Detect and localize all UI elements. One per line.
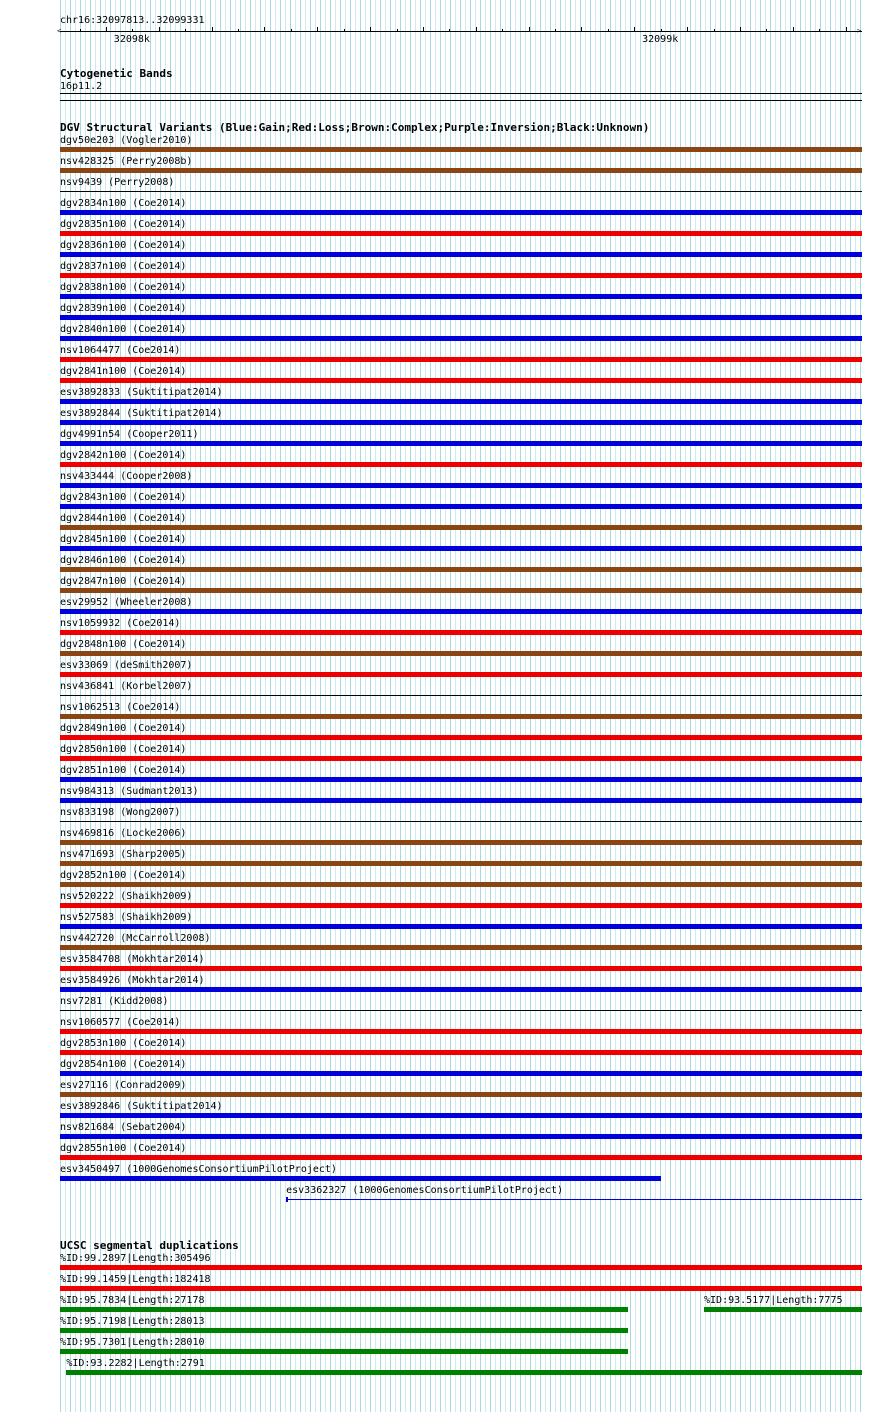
dgv-variant-bar[interactable] [60, 273, 862, 278]
segdup-bar[interactable] [66, 1370, 862, 1375]
dgv-variant-label[interactable]: dgv2836n100 (Coe2014) [60, 240, 187, 251]
dgv-variant-bar[interactable] [60, 1155, 862, 1160]
dgv-variant-label[interactable]: nsv984313 (Sudmant2013) [60, 786, 199, 797]
dgv-variant-label[interactable]: dgv2844n100 (Coe2014) [60, 513, 187, 524]
coordinates-label: chr16:32097813..32099331 [60, 15, 205, 26]
dgv-variant-bar[interactable] [60, 378, 862, 383]
ruler-tick [502, 29, 503, 31]
dgv-variant-bar[interactable] [60, 336, 862, 341]
cytoband-line-bottom [60, 100, 862, 101]
dgv-variant-bar[interactable] [60, 1071, 862, 1076]
dgv-variant-label[interactable]: dgv2841n100 (Coe2014) [60, 366, 187, 377]
dgv-variant-bar[interactable] [60, 756, 862, 761]
ruler-tick [370, 27, 371, 31]
segdup-bar[interactable] [60, 1349, 628, 1354]
ruler-tick [397, 29, 398, 31]
segdup-label[interactable]: %ID:99.1459|Length:182418 [60, 1274, 211, 1285]
ruler-tick [264, 27, 265, 31]
dgv-variant-label[interactable]: dgv2855n100 (Coe2014) [60, 1143, 187, 1154]
dgv-variant-label[interactable]: dgv2849n100 (Coe2014) [60, 723, 187, 734]
dgv-variant-label[interactable]: esv33069 (deSmith2007) [60, 660, 193, 671]
dgv-variant-label[interactable]: esv3584708 (Mokhtar2014) [60, 954, 205, 965]
dgv-variant-label[interactable]: dgv2845n100 (Coe2014) [60, 534, 187, 545]
dgv-variant-label[interactable]: nsv469816 (Locke2006) [60, 828, 187, 839]
ruler-right-arrow-icon: > [857, 27, 862, 35]
dgv-variant-bar[interactable] [60, 1029, 862, 1034]
dgv-variant-label[interactable]: esv29952 (Wheeler2008) [60, 597, 193, 608]
dgv-variant-bar[interactable] [60, 483, 862, 488]
dgv-variant-label[interactable]: dgv2842n100 (Coe2014) [60, 450, 187, 461]
ruler-tick [661, 29, 662, 31]
ruler-tick [476, 27, 477, 31]
dgv-variant-label[interactable]: esv3892846 (Suktitipat2014) [60, 1101, 223, 1112]
dgv-variant-label[interactable]: esv3362327 (1000GenomesConsortiumPilotProject) [286, 1185, 564, 1196]
dgv-variant-bar[interactable] [60, 630, 862, 635]
segdup-bar[interactable] [60, 1307, 628, 1312]
dgv-variant-label[interactable]: dgv2851n100 (Coe2014) [60, 765, 187, 776]
ruler-tick [608, 29, 609, 31]
ruler-tick [291, 29, 292, 31]
segdup-bar[interactable] [704, 1307, 862, 1312]
dgv-variant-label[interactable]: nsv520222 (Shaikh2009) [60, 891, 193, 902]
dgv-variant-bar[interactable] [60, 1134, 862, 1139]
dgv-variant-bar[interactable] [60, 1092, 862, 1097]
dgv-variant-label[interactable]: nsv833198 (Wong2007) [60, 807, 181, 818]
dgv-variant-bar[interactable] [60, 1176, 661, 1181]
dgv-variant-bar[interactable] [60, 672, 862, 677]
dgv-variant-label[interactable]: dgv2854n100 (Coe2014) [60, 1059, 187, 1070]
ruler-tick [687, 27, 688, 31]
ruler-tick [766, 29, 767, 31]
dgv-variant-label[interactable]: nsv433444 (Cooper2008) [60, 471, 193, 482]
ruler-tick [238, 29, 239, 31]
dgv-variant-label[interactable]: dgv2838n100 (Coe2014) [60, 282, 187, 293]
segdup-label[interactable]: %ID:93.2282|Length:2791 [66, 1358, 205, 1369]
dgv-variant-bar[interactable] [60, 882, 862, 887]
dgv-variant-bar[interactable] [60, 294, 862, 299]
dgv-variant-bar[interactable] [60, 399, 862, 404]
ruler-tick [212, 27, 213, 31]
dgv-variant-bar[interactable] [60, 861, 862, 866]
dgv-variant-bar[interactable] [60, 420, 862, 425]
dgv-variant-label[interactable]: nsv436841 (Korbel2007) [60, 681, 193, 692]
dgv-variant-bar[interactable] [60, 441, 862, 446]
segdup-label[interactable]: %ID:93.5177|Length:7775 [704, 1295, 843, 1306]
dgv-variant-bar[interactable] [60, 695, 862, 696]
dgv-variant-bar[interactable] [60, 735, 862, 740]
segdup-bar[interactable] [60, 1286, 862, 1291]
dgv-variant-bar[interactable] [60, 588, 862, 593]
dgv-variant-bar[interactable] [60, 231, 862, 236]
dgv-variant-bar[interactable] [60, 252, 862, 257]
ruler-tick [106, 27, 107, 31]
dgv-variant-label[interactable]: nsv1060577 (Coe2014) [60, 1017, 181, 1028]
dgv-variant-bar[interactable] [60, 147, 862, 152]
dgv-variant-bar[interactable] [60, 567, 862, 572]
dgv-variant-label[interactable]: nsv1064477 (Coe2014) [60, 345, 181, 356]
dgv-variant-bar[interactable] [60, 1050, 862, 1055]
dgv-variant-label[interactable]: dgv2848n100 (Coe2014) [60, 639, 187, 650]
dgv-variant-label[interactable]: dgv2835n100 (Coe2014) [60, 219, 187, 230]
dgv-variant-label[interactable]: dgv4991n54 (Cooper2011) [60, 429, 199, 440]
dgv-variant-label[interactable]: esv3584926 (Mokhtar2014) [60, 975, 205, 986]
ruler-tick [529, 27, 530, 31]
ruler-tick [159, 27, 160, 31]
dgv-variant-label[interactable]: nsv428325 (Perry2008b) [60, 156, 193, 167]
segdup-track-title[interactable]: UCSC segmental duplications [60, 1239, 239, 1252]
dgv-variant-label[interactable]: dgv2846n100 (Coe2014) [60, 555, 187, 566]
ruler-tick [344, 29, 345, 31]
dgv-variant-bar[interactable] [60, 191, 862, 192]
dgv-variant-bar[interactable] [60, 798, 862, 803]
ruler-tick [581, 27, 582, 31]
dgv-variant-bar[interactable] [60, 821, 862, 822]
dgv-variant-label[interactable]: esv27116 (Conrad2009) [60, 1080, 187, 1091]
dgv-variant-label[interactable]: esv3892844 (Suktitipat2014) [60, 408, 223, 419]
dgv-variant-label[interactable]: nsv7281 (Kidd2008) [60, 996, 169, 1007]
dgv-variant-label[interactable]: nsv1059932 (Coe2014) [60, 618, 181, 629]
dgv-variant-label[interactable]: dgv50e203 (Vogler2010) [60, 135, 193, 146]
dgv-variant-bar[interactable] [60, 903, 862, 908]
dgv-variant-label[interactable]: esv3450497 (1000GenomesConsortiumPilotProject) [60, 1164, 337, 1175]
ruler-tick [555, 29, 556, 31]
dgv-variant-bar[interactable] [60, 609, 862, 614]
segdup-label[interactable]: %ID:95.7301|Length:28010 [60, 1337, 205, 1348]
ruler-tick [714, 29, 715, 31]
dgv-variant-bar[interactable] [60, 987, 862, 992]
dgv-variant-bar[interactable] [60, 504, 862, 509]
dgv-variant-bar-end [286, 1197, 288, 1202]
dgv-variant-label[interactable]: dgv2853n100 (Coe2014) [60, 1038, 187, 1049]
dgv-variant-bar[interactable] [60, 1113, 862, 1118]
dgv-variant-bar[interactable] [60, 966, 862, 971]
dgv-variant-bar[interactable] [60, 546, 862, 551]
ruler-line [60, 31, 862, 32]
segdup-label[interactable]: %ID:95.7198|Length:28013 [60, 1316, 205, 1327]
dgv-variant-label[interactable]: esv3892833 (Suktitipat2014) [60, 387, 223, 398]
dgv-variant-label[interactable]: nsv1062513 (Coe2014) [60, 702, 181, 713]
ruler-tick [185, 29, 186, 31]
dgv-variant-bar[interactable] [60, 714, 862, 719]
dgv-variant-bar[interactable] [286, 1199, 862, 1200]
dgv-variant-label[interactable]: dgv2850n100 (Coe2014) [60, 744, 187, 755]
ruler-tick [423, 27, 424, 31]
dgv-variant-label[interactable]: nsv527583 (Shaikh2009) [60, 912, 193, 923]
cytoband-track-title[interactable]: Cytogenetic Bands [60, 67, 173, 80]
dgv-track-title[interactable]: DGV Structural Variants (Blue:Gain;Red:Loss;Brown:Complex;Purple:Inversion;Black:Unknown) [60, 121, 650, 134]
dgv-variant-label[interactable]: dgv2843n100 (Coe2014) [60, 492, 187, 503]
dgv-variant-bar[interactable] [60, 840, 862, 845]
ruler-tick [819, 29, 820, 31]
dgv-variant-label[interactable]: dgv2852n100 (Coe2014) [60, 870, 187, 881]
dgv-variant-bar[interactable] [60, 168, 862, 173]
dgv-variant-label[interactable]: dgv2839n100 (Coe2014) [60, 303, 187, 314]
ruler-tick [317, 27, 318, 31]
dgv-variant-label[interactable]: dgv2847n100 (Coe2014) [60, 576, 187, 587]
cytoband-line-top [60, 93, 862, 94]
ruler-left-arrow-icon: < [57, 27, 62, 35]
dgv-variant-bar[interactable] [60, 651, 862, 656]
dgv-variant-label[interactable]: dgv2837n100 (Coe2014) [60, 261, 187, 272]
dgv-variant-bar[interactable] [60, 945, 862, 950]
segdup-label[interactable]: %ID:95.7834|Length:27178 [60, 1295, 205, 1306]
dgv-variant-label[interactable]: dgv2840n100 (Coe2014) [60, 324, 187, 335]
dgv-variant-bar[interactable] [60, 525, 862, 530]
cytoband-label: 16p11.2 [60, 81, 103, 92]
ruler-tick-label: 32099k [642, 34, 679, 45]
dgv-variant-label[interactable]: nsv821684 (Sebat2004) [60, 1122, 187, 1133]
dgv-variant-bar[interactable] [60, 462, 862, 467]
segdup-bar[interactable] [60, 1328, 628, 1333]
dgv-variant-label[interactable]: nsv471693 (Sharp2005) [60, 849, 187, 860]
dgv-variant-label[interactable]: nsv9439 (Perry2008) [60, 177, 175, 188]
segdup-bar[interactable] [60, 1265, 862, 1270]
ruler-tick [634, 27, 635, 31]
dgv-variant-bar[interactable] [60, 1010, 862, 1011]
dgv-variant-bar[interactable] [60, 777, 862, 782]
segdup-label[interactable]: %ID:99.2897|Length:305496 [60, 1253, 211, 1264]
ruler-tick [449, 29, 450, 31]
ruler-tick-label: 32098k [113, 34, 150, 45]
ruler-tick [740, 27, 741, 31]
dgv-variant-bar[interactable] [60, 315, 862, 320]
ruler-tick [132, 29, 133, 31]
dgv-variant-bar[interactable] [60, 924, 862, 929]
ruler-tick [793, 27, 794, 31]
dgv-variant-label[interactable]: dgv2834n100 (Coe2014) [60, 198, 187, 209]
ruler-tick [846, 27, 847, 31]
ruler-tick [80, 29, 81, 31]
dgv-variant-bar[interactable] [60, 357, 862, 362]
dgv-variant-bar[interactable] [60, 210, 862, 215]
dgv-variant-label[interactable]: nsv442720 (McCarroll2008) [60, 933, 211, 944]
